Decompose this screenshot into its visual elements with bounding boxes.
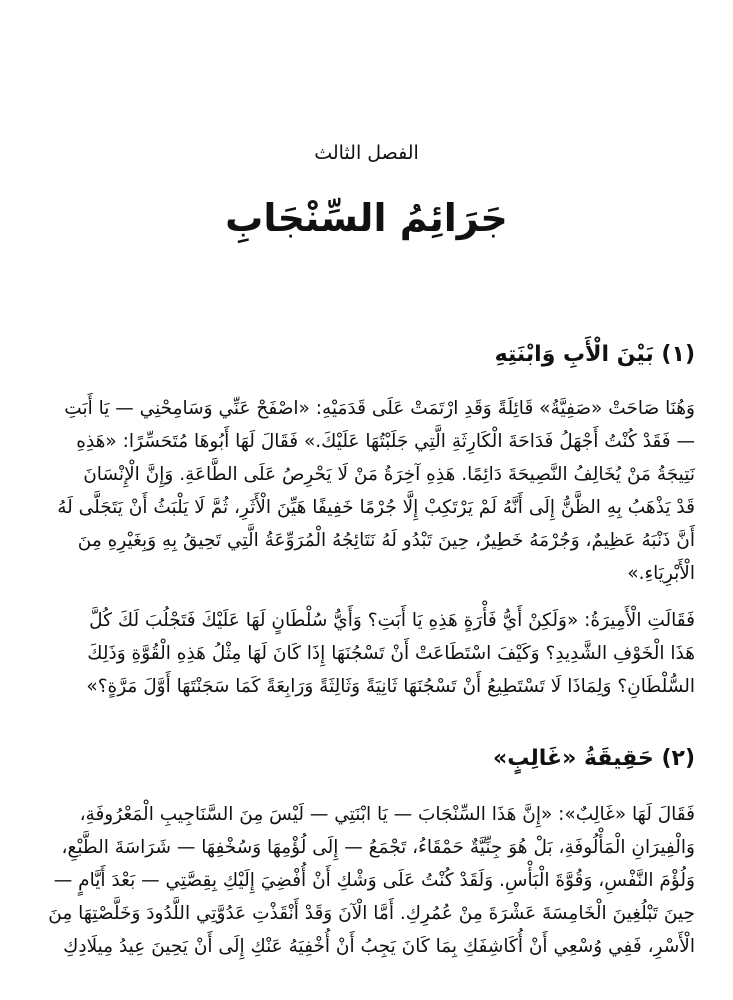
paragraph-line: وَالْفِيرَانِ الْمَأْلُوفَةِ، بَلْ هُوَ جِنِّيَّةٌ حَمْقَاءُ، تَجْمَعُ — إِلَى لُؤْمِهَا وَسُخْفِهَا — شَرَاسَةَ الطَّبْعِ، (61, 837, 695, 858)
section-heading-1: (١) بَيْنَ الْأَبِ وَابْنَتِهِ (494, 342, 695, 367)
paragraph-line: السُّلْطَانِ؟ وَلِمَاذَا لَا تَسْتَطِيعُ أَنْ تَسْجُنَهَا ثَانِيَةً وَثَالِثَةً وَرَابِعَةً كَمَا سَجَنْتَهَا أَوَّلَ مَرَّةٍ؟» (86, 676, 695, 697)
paragraph-line: فَقَالَ لَهَا «غَالِبٌ»: «إِنَّ هَذَا السِّنْجَابَ — يَا ابْنَتِي — لَيْسَ مِنَ السَّنَاجِيبِ الْمَعْرُوفَةِ، (79, 804, 695, 825)
paragraph-line: هَذَا الْخَوْفِ الشَّدِيدِ؟ وَكَيْفَ اسْتَطَاعَتْ أَنْ تَسْجُنَهَا إِذَا كَانَ لَهَا مِثْلُ هَذِهِ الْقُوَّةِ وَذَلِكَ (87, 643, 695, 664)
paragraph-line: أَنَّ ذَنْبَهُ عَظِيمٌ، وَجُرْمَهُ خَطِيرٌ، حِينَ تَبْدُو لَهُ نَتَائِجُهُ الْمُرَوِّعَةُ الَّتِي تَحِيقُ بِهِ وَبِغَيْرِهِ مِنَ (77, 530, 695, 551)
paragraph-line: وَهُنَا صَاحَتْ «صَفِيَّةُ» قَائِلَةً وَقَدِ ارْتَمَتْ عَلَى قَدَمَيْهِ: «اصْفَحْ عَنِّي وَسَامِحْنِي — يَا أَبَتِ (64, 398, 695, 419)
paragraph-line: الْأَبْرِيَاءِ.» (627, 563, 695, 584)
paragraph-line: وَلُؤْمَ النَّفْسِ، وَقُوَّةَ الْبَأْسِ. وَلَقَدْ كُنْتُ عَلَى وَشْكِ أَنْ أُفْضِيَ إِلَيْكِ بِقِصَّتِي — بَعْدَ أَيَّامٍ — (53, 870, 695, 891)
paragraph-line: حِينَ تَبْلُغِينَ الْخَامِسَةَ عَشْرَةَ مِنْ عُمُرِكِ. أَمَّا الْآنَ وَقَدْ أَنْقَذْتِ عَدُوَّتِي اللَّدُودَ وَخَلَّصْتِهَا مِنَ (48, 903, 695, 924)
paragraph-line: قَدْ يَذْهَبُ بِهِ الظَّنُّ إِلَى أَنَّهُ لَمْ يَرْتَكِبْ إِلَّا جُرْمًا خَفِيفًا هَيِّنَ الْأَثَرِ، ثُمَّ لَا يَلْبَثُ أَنْ يَتَجَلَّى لَهُ (57, 497, 695, 518)
paragraph-line: فَقَالَتِ الْأَمِيرَةُ: «وَلَكِنْ أَيُّ فَأْرَةٍ هَذِهِ يَا أَبَتِ؟ وَأَيُّ سُلْطَانٍ لَهَا عَلَيْكَ فَتَجْلُبَ لَكَ كُلَّ (89, 610, 695, 631)
paragraph-2 (38, 604, 695, 703)
paragraph-line: — فَقَدْ كُنْتُ أَجْهَلُ فَدَاحَةَ الْكَارِثَةِ الَّتِي جَلَبْتُهَا عَلَيْكَ.» فَقَالَ لَهَا أَبُوهَا مُتَحَسِّرًا: «هَذِهِ (76, 431, 695, 452)
paragraph-3 (38, 798, 695, 963)
paragraph-line: الْأَسْرِ، فَفِي وُسْعِي أَنْ أُكَاشِفَكِ بِمَا كَانَ يَجِبُ أَنْ أُخْفِيَهُ عَنْكِ إِلَى أَنْ يَحِينَ عِيدُ مِيلَادِكِ (63, 936, 695, 957)
paragraph-line: نَتِيجَةُ مَنْ يُخَالِفُ النَّصِيحَةَ دَائِمًا. هَذِهِ آخِرَةُ مَنْ لَا يَحْرِصُ عَلَى الطَّاعَةِ. وَإِنَّ الْإِنْسَانَ (83, 464, 695, 485)
section-heading-2: (٢) حَقِيقَةُ «غَالِبٍ» (493, 746, 695, 771)
chapter-title: جَرَائِمُ السِّنْجَابِ (225, 196, 508, 240)
chapter-label: الفصل الثالث (314, 142, 419, 164)
paragraph-1 (38, 392, 695, 590)
